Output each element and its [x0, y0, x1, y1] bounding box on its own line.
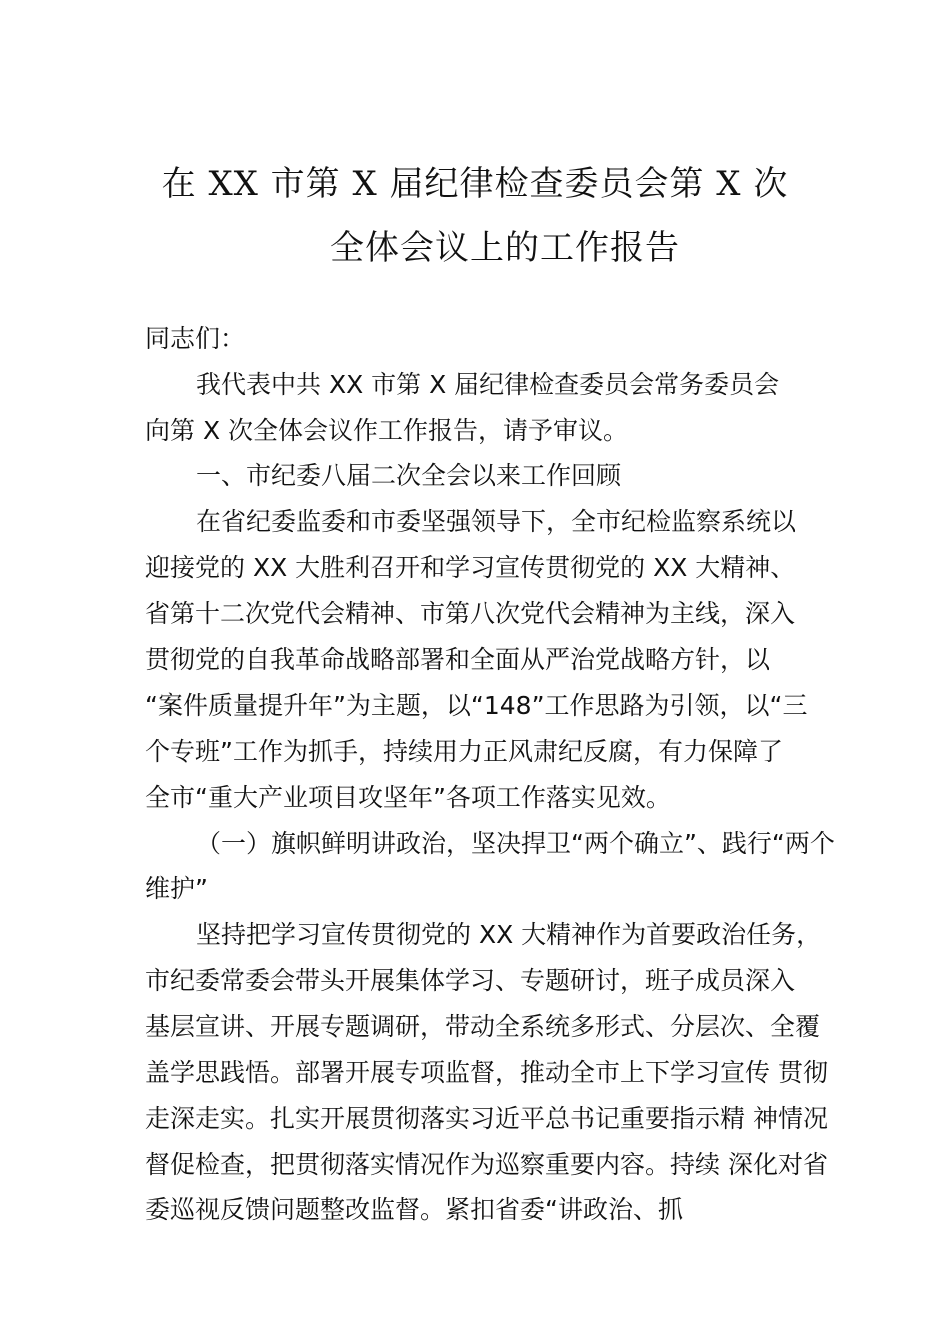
report-title-line-2: 全体会议上的工作报告: [330, 228, 680, 268]
paragraph-line: 坚持把学习宣传贯彻党的 XX 大精神作为首要政治任务，: [196, 920, 822, 949]
paragraph-line: 市纪委常委会带头开展集体学习、专题研讨，班子成员深入: [145, 966, 796, 995]
paragraph-line: 基层宣讲、开展专题调研，带动全系统多形式、分层次、全覆: [145, 1012, 821, 1041]
paragraph-line: 个专班”工作为抓手，持续用力正风肃纪反腐，有力保障了: [145, 737, 783, 766]
paragraph-line: 走深走实。扎实开展贯彻落实习近平总书记重要指示精 神情况: [145, 1104, 828, 1133]
paragraph-line: 督促检查，把贯彻落实情况作为巡察重要内容。持续 深化对省: [145, 1150, 828, 1179]
subsection-heading-cont: 维护”: [145, 874, 208, 903]
section-heading: 一、市纪委八届二次全会以来工作回顾: [196, 461, 622, 490]
report-title-line-1: 在 XX 市第 X 届纪律检查委员会第 X 次: [161, 164, 789, 204]
paragraph-line: 我代表中共 XX 市第 X 届纪律检查委员会常务委员会: [196, 370, 780, 399]
subsection-heading: （一）旗帜鲜明讲政治，坚决捍卫“两个确立”、践行“两个: [196, 829, 835, 858]
paragraph-line: 全市“重大产业项目攻坚年”各项工作落实见效。: [145, 783, 671, 812]
paragraph-line: 向第 X 次全体会议作工作报告，请予审议。: [145, 416, 629, 445]
paragraph-line: 贯彻党的自我革命战略部署和全面从严治党战略方针，以: [145, 645, 771, 674]
paragraph-line: 省第十二次党代会精神、市第八次党代会精神为主线，深入: [145, 599, 796, 628]
paragraph-line: 委巡视反馈问题整改监督。紧扣省委“讲政治、抓: [145, 1195, 683, 1224]
salutation: 同志们：: [145, 324, 246, 353]
paragraph-line: 在省纪委监委和市委坚强领导下，全市纪检监察系统以: [196, 507, 797, 536]
paragraph-line: 迎接党的 XX 大胜利召开和学习宣传贯彻党的 XX 大精神、: [145, 553, 796, 582]
paragraph-line: “案件质量提升年”为主题，以“148”工作思路为引领，以“三: [145, 691, 808, 720]
paragraph-line: 盖学思践悟。部署开展专项监督，推动全市上下学习宣传 贯彻: [145, 1058, 828, 1087]
